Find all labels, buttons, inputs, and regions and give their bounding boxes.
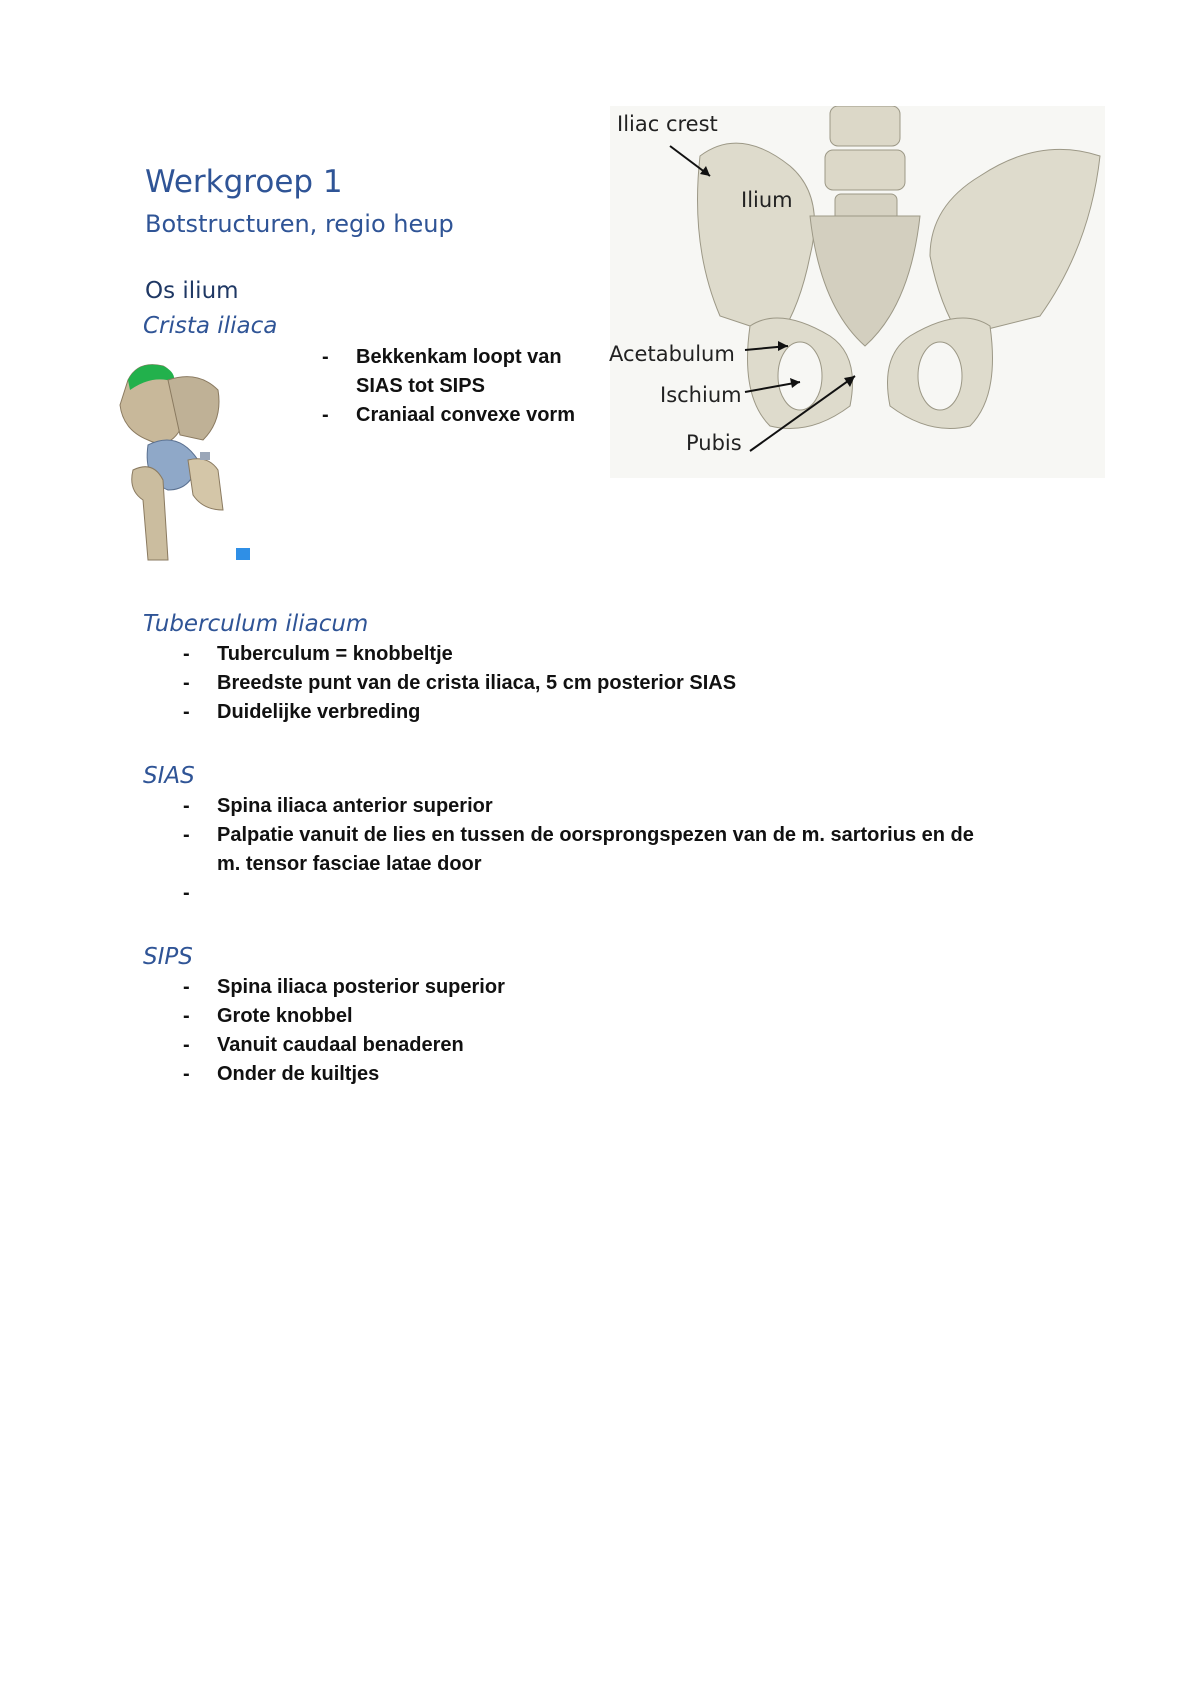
list-item: - Palpatie vanuit de lies en tussen de oorsprongspezen van de m. sartorius en de m. tensor fasciae latae door [183,821,983,879]
list-item: - Duidelijke verbreding [183,698,1083,727]
label-ischium: Ischium [660,383,742,407]
list-item: - Tuberculum = knobbeltje [183,640,1083,669]
label-iliac-crest: Iliac crest [617,112,718,136]
list-item: - Breedste punt van de crista iliaca, 5 cm posterior SIAS [183,669,1083,698]
list-item: - Vanuit caudaal benaderen [183,1031,1083,1060]
hip-bone-illustration [108,360,268,566]
tuberculum-iliacum-list [183,640,1083,727]
list-item: - Craniaal convexe vorm [322,401,602,430]
list-item: - Spina iliaca anterior superior [183,792,983,821]
list-item: - Grote knobbel [183,1002,1083,1031]
sias-list [183,792,983,908]
heading-sips: SIPS [143,944,193,970]
label-pubis: Pubis [686,431,742,455]
heading-sias: SIAS [143,763,195,789]
pelvis-illustration [610,106,1105,478]
crista-iliaca-list [322,343,602,430]
list-item: - Onder de kuiltjes [183,1060,1083,1089]
list-item: - Spina iliaca posterior superior [183,973,1083,1002]
heading-crista-iliaca: Crista iliaca [143,313,278,339]
heading-tuberculum-iliacum: Tuberculum iliacum [143,611,369,637]
list-item [183,879,983,908]
label-ilium: Ilium [741,188,793,212]
section-heading-os-ilium: Os ilium [145,278,239,304]
list-item: - Bekkenkam loopt van SIAS tot SIPS [322,343,602,401]
figure-badge [236,548,250,560]
sips-list [183,973,1083,1089]
document-subtitle: Botstructuren, regio heup [145,210,454,238]
label-acetabulum: Acetabulum [609,342,735,366]
document-title: Werkgroep 1 [145,164,343,200]
